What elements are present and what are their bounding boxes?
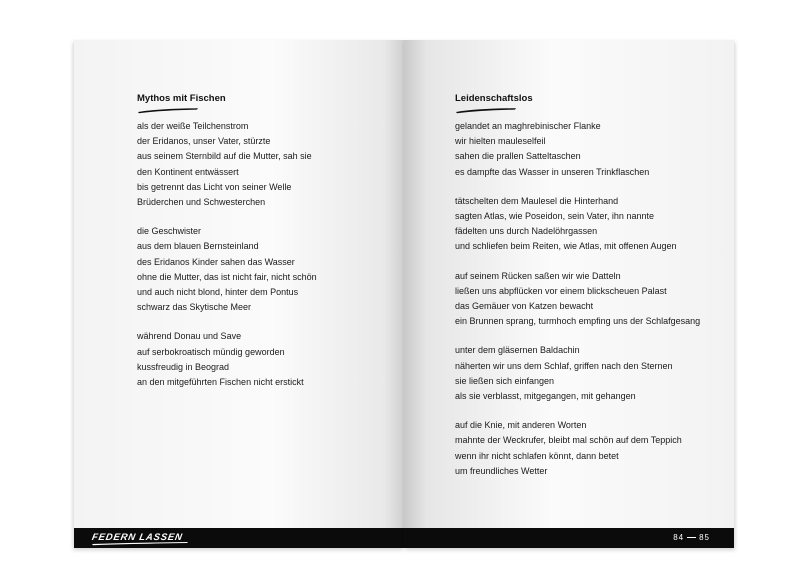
poem-line: auf serbokroatisch mündig geworden	[137, 346, 285, 357]
poem-line: mahnte der Weckrufer, bleibt mal schön auf dem Teppich	[455, 435, 682, 446]
poem-line: näherten wir uns dem Schlaf, griffen nach den Sternen	[455, 360, 673, 371]
stanza	[455, 119, 700, 180]
poem-line: um freundliches Wetter	[455, 465, 548, 476]
poem-line: bis getrennt das Licht von seiner Welle	[137, 181, 292, 192]
poem-line: als der weiße Teilchenstrom	[137, 121, 249, 131]
stanza	[137, 119, 317, 210]
footer-bar-right	[404, 528, 734, 548]
page-number-right: 85	[699, 533, 710, 542]
poem-line: und schliefen beim Reiten, wie Atlas, mit offenen Augen	[455, 241, 677, 252]
poem-line: ließen uns abpflücken vor einem blickscheuen Palast	[455, 285, 667, 296]
left-poem	[137, 93, 317, 404]
poem-line: sie ließen sich einfangen	[455, 375, 555, 386]
page-numbers	[673, 533, 710, 542]
brush-underline-icon	[455, 107, 517, 114]
poem-line: Brüderchen und Schwesterchen	[137, 197, 266, 208]
poem-line: der Eridanos, unser Vater, stürzte	[137, 136, 271, 147]
poem-line: schwarz das Skytische Meer	[137, 302, 252, 313]
poem-line: an den mitgeführten Fischen nicht erstickt	[137, 377, 304, 388]
page-number-left: 84	[673, 533, 685, 542]
poem-line: aus dem blauen Bernsteinland	[137, 241, 259, 252]
left-stanzas	[137, 119, 317, 390]
poem-line: auf seinem Rücken saßen wir wie Datteln	[455, 270, 621, 281]
open-book	[74, 40, 734, 548]
stanza	[455, 269, 700, 330]
brand-logo: FEDERN LASSEN	[91, 532, 184, 543]
stanza	[455, 194, 700, 255]
poem-line: wir hielten mauleselfeil	[455, 136, 546, 147]
poem-line: kussfreudig in Beograd	[137, 361, 230, 372]
poem-line: unter dem gläsernen Baldachin	[455, 345, 580, 356]
poem-line: als sie verblasst, mitgegangen, mit gehangen	[455, 391, 636, 402]
poem-line: sagten Atlas, wie Poseidon, sein Vater, ihn nannte	[455, 211, 654, 222]
stanza	[455, 418, 700, 479]
stanza	[137, 329, 317, 390]
poem-line: des Eridanos Kinder sahen das Wasser	[137, 256, 295, 267]
right-stanzas	[455, 119, 700, 479]
poem-line: tätschelten dem Maulesel die Hinterhand	[455, 195, 619, 206]
poem-line: ohne die Mutter, das ist nicht fair, nicht schön	[137, 271, 317, 282]
poem-line: und auch nicht blond, hinter dem Pontus	[137, 287, 299, 298]
poem-line: sahen die prallen Satteltaschen	[455, 151, 581, 162]
poem-line: aus seinem Sternbild auf die Mutter, sah sie	[137, 151, 312, 162]
footer-bar-left	[74, 528, 404, 548]
poem-line: während Donau und Save	[137, 331, 242, 342]
stanza	[455, 343, 700, 404]
poem-line: das Gemäuer von Katzen bewacht	[455, 301, 594, 312]
page-number-dash	[687, 537, 696, 538]
right-poem	[455, 93, 700, 493]
poem-line: fädelten uns durch Nadelöhrgassen	[455, 226, 598, 237]
poem-title: Mythos mit Fischen	[137, 93, 226, 104]
poem-line: gelandet an maghrebinischer Flanke	[455, 121, 601, 131]
left-page	[74, 40, 404, 548]
poem-line: es dampfte das Wasser in unseren Trinkflaschen	[455, 166, 650, 177]
stanza	[137, 224, 317, 315]
logo-swoosh-icon	[90, 541, 190, 546]
poem-title: Leidenschaftslos	[455, 93, 533, 104]
brush-underline-icon	[137, 107, 199, 114]
poem-line: die Geschwister	[137, 226, 202, 237]
poem-line: den Kontinent entwässert	[137, 166, 239, 177]
poem-line: auf die Knie, mit anderen Worten	[455, 420, 587, 431]
poem-line: ein Brunnen sprang, turmhoch empfing uns der Schlafgesang	[455, 316, 701, 327]
poem-line: wenn ihr nicht schlafen könnt, dann betet	[455, 450, 619, 461]
right-page	[404, 40, 734, 548]
